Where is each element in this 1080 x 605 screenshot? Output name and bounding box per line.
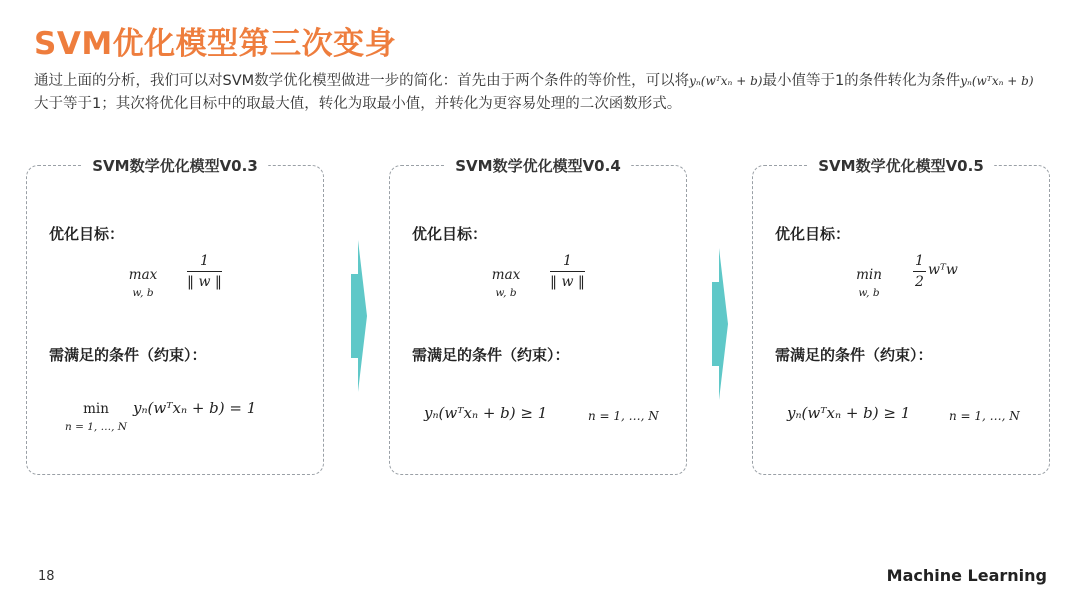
- fraction-denominator: 2: [915, 274, 924, 290]
- panel-title: SVM数学优化模型V0.4: [445, 155, 631, 176]
- operator-subscript: w, b: [858, 287, 880, 299]
- right-arrow-icon: [349, 240, 369, 392]
- intro-text-3: 大于等于1；其次将优化目标中的取最大值，转化为取最小值，并转化为更容易处理的二次函数形式。: [34, 96, 682, 112]
- operator-name: min: [856, 267, 882, 283]
- fraction-numerator: 1: [913, 253, 926, 272]
- page-number: 18: [38, 569, 55, 584]
- intro-formula-1: yₙ(wᵀxₙ + b): [689, 74, 763, 88]
- objective-fraction: [550, 253, 585, 290]
- fraction-numerator: 1: [187, 253, 222, 272]
- constraint-range: [588, 406, 659, 424]
- model-panel-v04: [389, 157, 687, 475]
- objective-fraction: [187, 253, 222, 290]
- intro-text-2: 最小值等于1的条件转化为条件: [762, 73, 961, 89]
- constraint-operator: [61, 401, 131, 433]
- objective-operator: [849, 267, 889, 299]
- constraint-range-text: n = 1, …, N: [949, 409, 1020, 423]
- objective-fraction: [913, 253, 926, 290]
- constraint-expression: yₙ(wᵀxₙ + b) ≥ 1: [787, 404, 911, 422]
- fraction-denominator: ‖ w ‖: [187, 274, 222, 290]
- slide-title: SVM优化模型第三次变身: [34, 26, 397, 62]
- operator-subscript: w, b: [495, 287, 517, 299]
- intro-text-1: 通过上面的分析，我们可以对SVM数学优化模型做进一步的简化：首先由于两个条件的等价性，可以将: [34, 73, 690, 89]
- right-arrow-icon: [710, 248, 730, 400]
- model-panel-v05: [752, 157, 1050, 475]
- objective-label: 优化目标：: [775, 225, 851, 243]
- intro-paragraph: [34, 70, 1044, 116]
- fraction-tail: wᵀw: [928, 262, 958, 278]
- constraint-label: 需满足的条件（约束）：: [49, 346, 207, 364]
- objective-label: 优化目标：: [412, 225, 488, 243]
- panel-title: SVM数学优化模型V0.3: [82, 155, 268, 176]
- fraction-denominator: ‖ w ‖: [550, 274, 585, 290]
- panel-title: SVM数学优化模型V0.5: [808, 155, 994, 176]
- constraint-expression: yₙ(wᵀxₙ + b) = 1: [133, 399, 257, 417]
- constraint-label: 需满足的条件（约束）：: [775, 346, 933, 364]
- model-panel-v03: [26, 157, 324, 475]
- constraint-range-text: n = 1, …, N: [588, 409, 659, 423]
- operator-name: max: [491, 267, 521, 283]
- constraint-range: [949, 406, 1020, 424]
- constraint-label: 需满足的条件（约束）：: [412, 346, 570, 364]
- objective-operator: [486, 267, 526, 299]
- constraint-expression: yₙ(wᵀxₙ + b) ≥ 1: [424, 404, 548, 422]
- operator-name: max: [128, 267, 158, 283]
- constraint-operator-name: min: [83, 401, 109, 417]
- fraction-numerator: 1: [550, 253, 585, 272]
- brand-label: Machine Learning: [886, 566, 1047, 585]
- objective-operator: [123, 267, 163, 299]
- operator-subscript: w, b: [132, 287, 154, 299]
- intro-formula-2: yₙ(wᵀxₙ + b): [960, 74, 1034, 88]
- constraint-operator-subscript: n = 1, …, N: [65, 421, 127, 433]
- objective-label: 优化目标：: [49, 225, 125, 243]
